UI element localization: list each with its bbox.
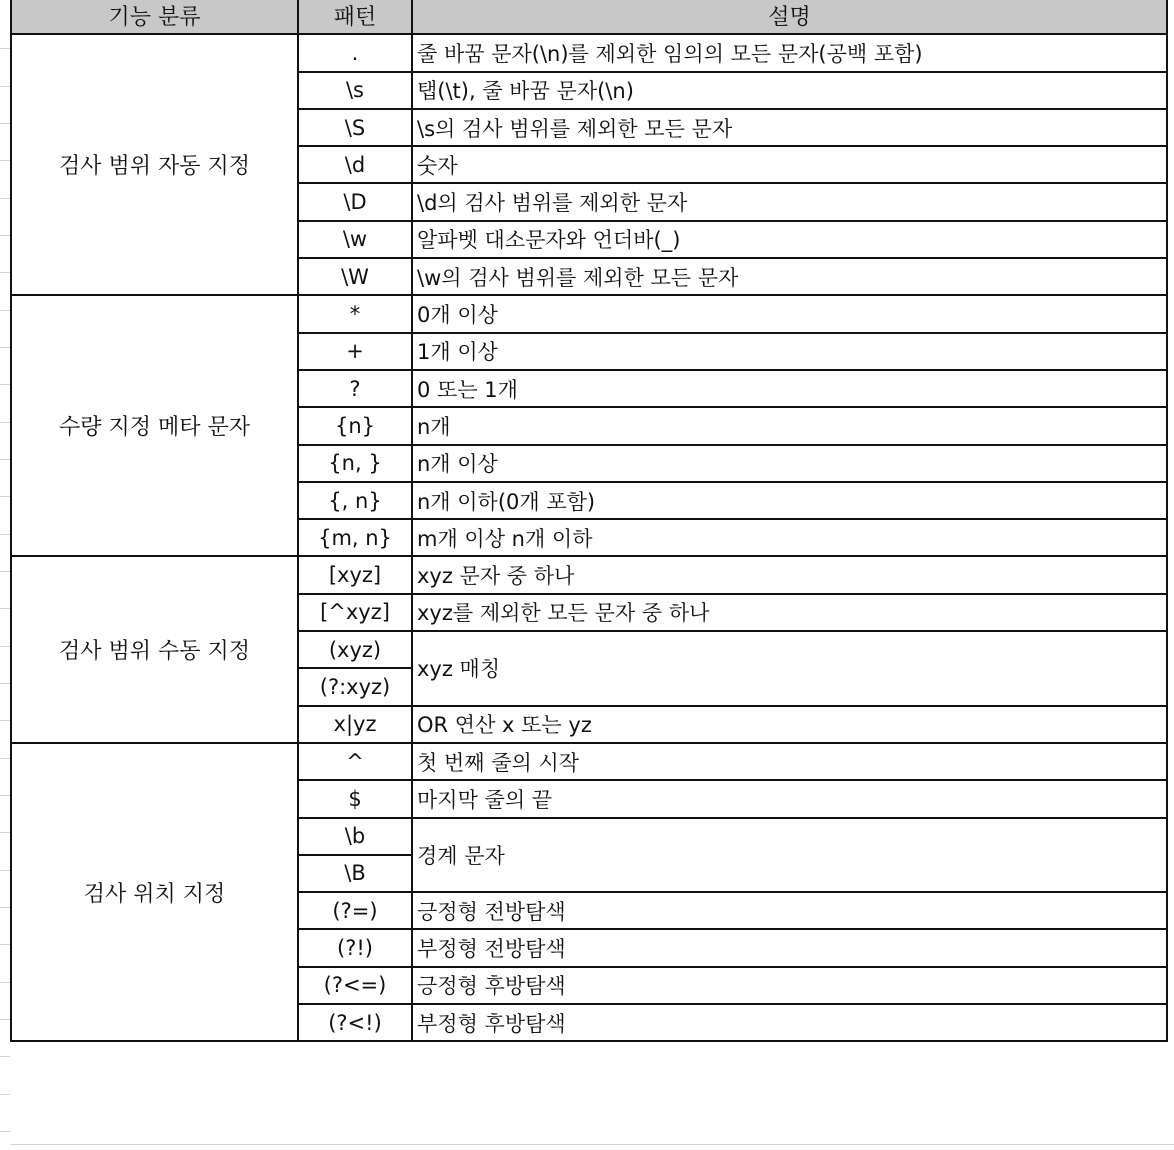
pattern-cell[interactable]: ^ [298, 743, 412, 780]
header-category[interactable]: 기능 분류 [11, 0, 298, 34]
description-cell[interactable]: 숫자 [412, 146, 1167, 183]
description-cell[interactable]: xyz 문자 중 하나 [412, 556, 1167, 593]
pattern-cell[interactable]: \b [298, 818, 412, 855]
header-description[interactable]: 설명 [412, 0, 1167, 34]
pattern-cell[interactable]: {n} [298, 407, 412, 444]
pattern-cell[interactable]: \d [298, 146, 412, 183]
table-row [11, 34, 1167, 71]
regex-pattern-table [10, 0, 1168, 1042]
pattern-cell[interactable]: * [298, 295, 412, 332]
pattern-cell[interactable]: $ [298, 780, 412, 817]
description-cell[interactable]: 부정형 후방탐색 [412, 1004, 1167, 1041]
table-row [11, 295, 1167, 332]
description-cell[interactable]: m개 이상 n개 이하 [412, 519, 1167, 556]
category-cell[interactable]: 검사 위치 지정 [11, 743, 298, 1041]
description-cell[interactable]: 긍정형 전방탐색 [412, 892, 1167, 929]
pattern-cell[interactable]: {n, } [298, 445, 412, 482]
description-cell[interactable]: 0개 이상 [412, 295, 1167, 332]
pattern-cell[interactable]: ? [298, 370, 412, 407]
pattern-cell[interactable]: [xyz] [298, 556, 412, 593]
category-cell[interactable]: 검사 범위 자동 지정 [11, 34, 298, 295]
pattern-cell[interactable]: (?=) [298, 892, 412, 929]
description-cell[interactable]: 1개 이상 [412, 333, 1167, 370]
pattern-cell[interactable]: . [298, 34, 412, 71]
description-cell[interactable]: 부정형 전방탐색 [412, 929, 1167, 966]
description-cell[interactable]: n개 [412, 407, 1167, 444]
description-cell[interactable]: 첫 번째 줄의 시작 [412, 743, 1167, 780]
description-cell[interactable]: \s의 검사 범위를 제외한 모든 문자 [412, 109, 1167, 146]
pattern-cell[interactable]: \s [298, 72, 412, 109]
pattern-cell[interactable]: \w [298, 221, 412, 258]
description-cell[interactable]: 경계 문자 [412, 818, 1167, 893]
description-cell[interactable]: 0 또는 1개 [412, 370, 1167, 407]
description-cell[interactable]: xyz 매칭 [412, 631, 1167, 706]
pattern-cell[interactable]: (?<!) [298, 1004, 412, 1041]
description-cell[interactable]: \d의 검사 범위를 제외한 문자 [412, 183, 1167, 220]
header-pattern[interactable]: 패턴 [298, 0, 412, 34]
pattern-cell[interactable]: [^xyz] [298, 594, 412, 631]
description-cell[interactable]: 탭(\t), 줄 바꿈 문자(\n) [412, 72, 1167, 109]
description-cell[interactable]: 마지막 줄의 끝 [412, 780, 1167, 817]
description-cell[interactable]: 알파벳 대소문자와 언더바(_) [412, 221, 1167, 258]
description-cell[interactable]: n개 이하(0개 포함) [412, 482, 1167, 519]
pattern-cell[interactable]: \B [298, 855, 412, 892]
pattern-cell[interactable]: {, n} [298, 482, 412, 519]
pattern-cell[interactable]: (?<=) [298, 967, 412, 1004]
bottom-gridline [10, 1144, 1174, 1145]
pattern-cell[interactable]: (?!) [298, 929, 412, 966]
pattern-cell[interactable]: + [298, 333, 412, 370]
table-row [11, 743, 1167, 780]
description-cell[interactable]: xyz를 제외한 모든 문자 중 하나 [412, 594, 1167, 631]
pattern-cell[interactable]: \S [298, 109, 412, 146]
pattern-cell[interactable]: {m, n} [298, 519, 412, 556]
category-cell[interactable]: 검사 범위 수동 지정 [11, 556, 298, 742]
header-row [11, 0, 1167, 34]
category-cell[interactable]: 수량 지정 메타 문자 [11, 295, 298, 556]
pattern-cell[interactable]: (?:xyz) [298, 668, 412, 705]
description-cell[interactable]: 줄 바꿈 문자(\n)를 제외한 임의의 모든 문자(공백 포함) [412, 34, 1167, 71]
description-cell[interactable]: 긍정형 후방탐색 [412, 967, 1167, 1004]
pattern-cell[interactable]: x|yz [298, 706, 412, 743]
description-cell[interactable]: n개 이상 [412, 445, 1167, 482]
description-cell[interactable]: OR 연산 x 또는 yz [412, 706, 1167, 743]
pattern-cell[interactable]: \W [298, 258, 412, 295]
pattern-cell[interactable]: \D [298, 183, 412, 220]
description-cell[interactable]: \w의 검사 범위를 제외한 모든 문자 [412, 258, 1167, 295]
gridline-stubs [0, 0, 10, 1150]
table-row [11, 556, 1167, 593]
pattern-cell[interactable]: (xyz) [298, 631, 412, 668]
